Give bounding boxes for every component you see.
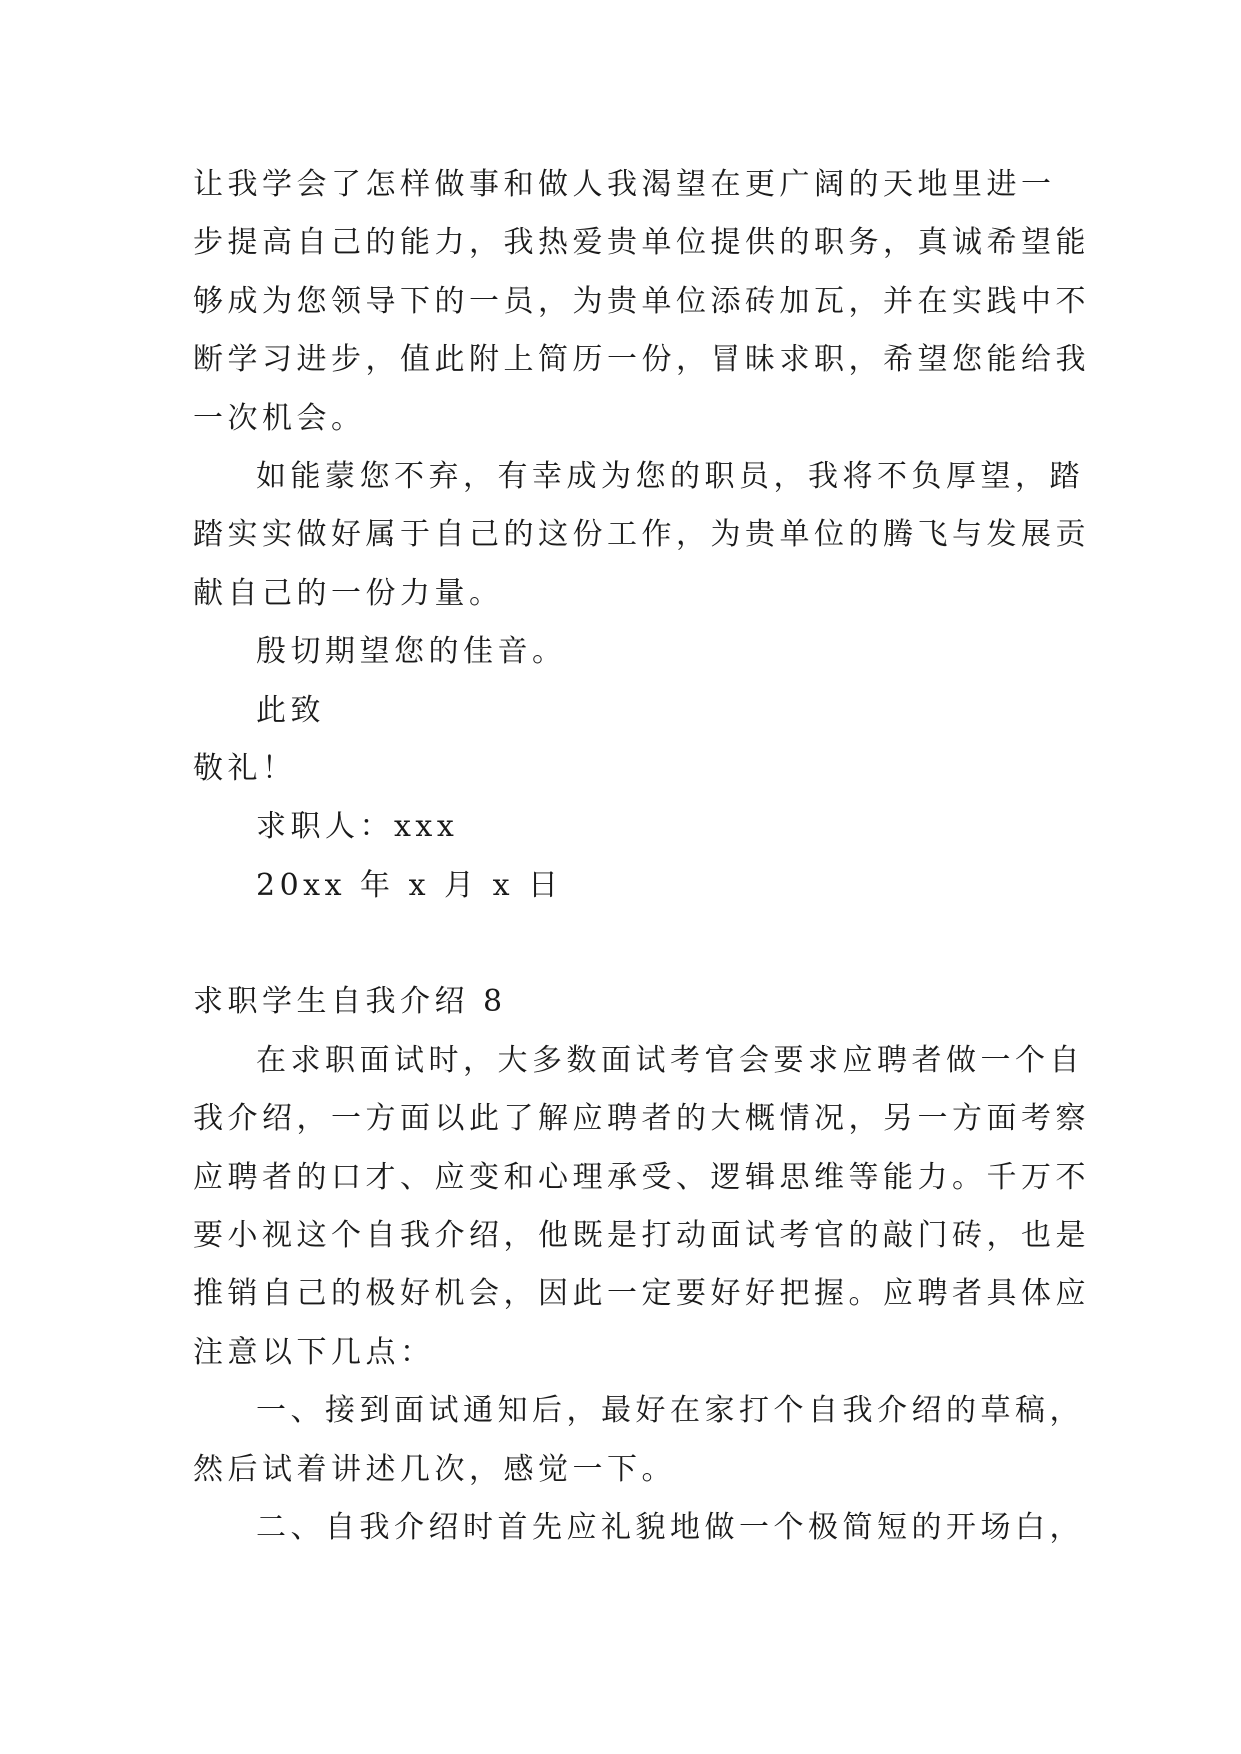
text-line: 我介绍，一方面以此了解应聘者的大概情况，另一方面考察 xyxy=(193,1101,1090,1137)
text-line: 应聘者的口才、应变和心理承受、逻辑思维等能力。千万不 xyxy=(193,1159,1090,1195)
salutation-line-2: 敬礼！ xyxy=(193,750,297,786)
section-title: 求职学生自我介绍 8 xyxy=(193,984,507,1020)
letter-paragraph-1 xyxy=(193,156,1090,448)
section-point-2 xyxy=(193,1499,1084,1557)
text-line: 断学习进步，值此附上简历一份，冒昧求职，希望您能给我 xyxy=(193,342,1090,378)
text-line: 二、自我介绍时首先应礼貌地做一个极简短的开场白， xyxy=(256,1509,1084,1545)
salutation-line-1: 此致 xyxy=(256,692,325,728)
date-line: 20xx 年 x 月 x 日 xyxy=(256,867,563,903)
letter-paragraph-2 xyxy=(193,448,1090,623)
text-line: 让我学会了怎样做事和做人我渴望在更广阔的天地里进一 xyxy=(193,167,1056,202)
text-line: 推销自己的极好机会，因此一定要好好把握。应聘者具体应 xyxy=(193,1276,1090,1312)
closing-line: 殷切期望您的佳音。 xyxy=(256,634,567,670)
section-point-1 xyxy=(193,1382,1084,1499)
text-line: 然后试着讲述几次，感觉一下。 xyxy=(193,1451,676,1487)
text-line: 够成为您领导下的一员，为贵单位添砖加瓦，并在实践中不 xyxy=(193,283,1090,319)
text-line: 踏实实做好属于自己的这份工作，为贵单位的腾飞与发展贡 xyxy=(193,517,1090,553)
section-intro-paragraph xyxy=(193,1032,1090,1382)
text-line: 献自己的一份力量。 xyxy=(193,575,504,611)
text-line: 如能蒙您不弃，有幸成为您的职员，我将不负厚望，踏 xyxy=(256,458,1084,494)
text-line: 在求职面试时，大多数面试考官会要求应聘者做一个自 xyxy=(256,1042,1084,1078)
text-line: 一次机会。 xyxy=(193,400,366,436)
text-line: 要小视这个自我介绍，他既是打动面试考官的敲门砖，也是 xyxy=(193,1218,1090,1254)
text-line: 一、接到面试通知后，最好在家打个自我介绍的草稿， xyxy=(256,1393,1084,1429)
spacer xyxy=(193,915,1053,973)
text-line: 注意以下几点： xyxy=(193,1334,435,1370)
document-body xyxy=(193,156,1090,1557)
text-line: 步提高自己的能力，我热爱贵单位提供的职务，真诚希望能 xyxy=(193,225,1090,261)
signature-line: 求职人：xxx xyxy=(256,809,459,845)
